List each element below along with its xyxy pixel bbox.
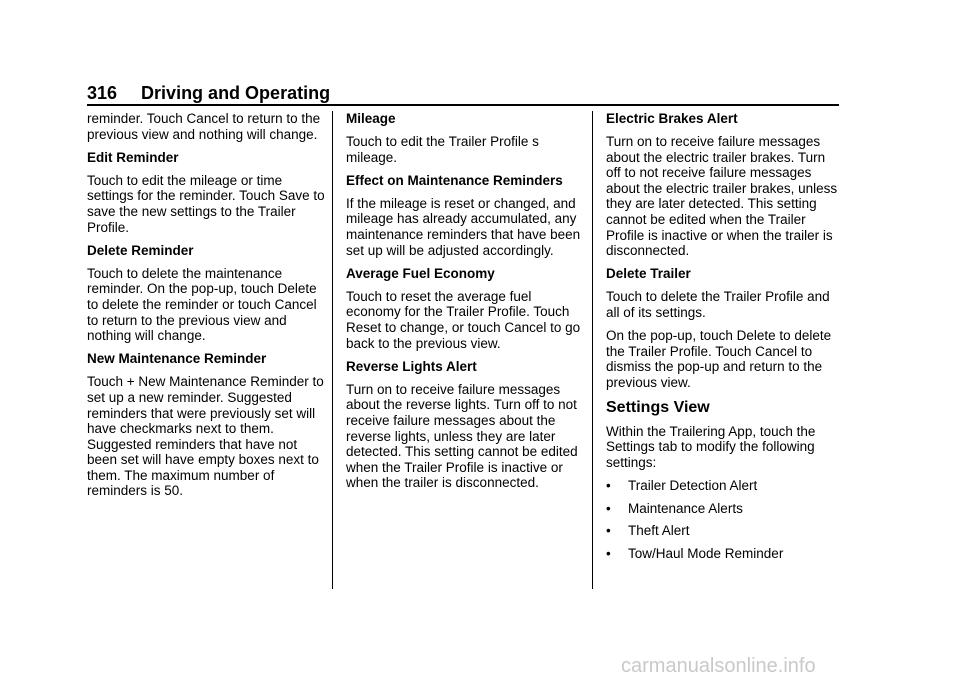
delete-reminder-text: Touch to delete the maintenance reminder. On the pop-up, touch Delete to delete the reminder or touch Cancel to return to the previous view and nothing will change. [87, 265, 317, 344]
electric-brakes-text: Turn on to receive failure messages about the electric trailer brakes. Turn off to not receive failure messages about the electric trailer brakes, unless they are later detected. This setting cannot be edited when the Trailer Profile is inactive or when the trailer is disconnected. [606, 134, 838, 259]
bullet-icon: • [606, 500, 611, 516]
page-header [87, 82, 330, 104]
list-item [606, 478, 842, 494]
column-1 [87, 111, 325, 507]
reverse-lights-heading: Reverse Lights Alert [346, 358, 477, 374]
column-divider-2 [592, 111, 593, 589]
bullet-icon: • [606, 546, 611, 562]
reverse-lights-text: Turn on to receive failure messages about the reverse lights. Turn off to not receive failure messages about the reverse lights, unless they are later detected. This setting cannot be edited when the Trailer Profile is inactive or when the trailer is disconnected. [346, 381, 578, 491]
fuel-economy-heading: Average Fuel Economy [346, 265, 495, 281]
fuel-economy-text: Touch to reset the average fuel economy for the Trailer Profile. Touch Reset to change, or touch Cancel to go back to the previous view. [346, 288, 581, 351]
mileage-text: Touch to edit the Trailer Profile s mileage. [346, 134, 539, 165]
effect-text: If the mileage is reset or changed, and mileage has already accumulated, any maintenance reminders that have been set up will be adjusted accordingly. [346, 195, 581, 258]
effect-heading: Effect on Maintenance Reminders [346, 172, 563, 188]
header-rule [87, 104, 839, 106]
list-item [606, 546, 842, 562]
settings-view-heading: Settings View [606, 398, 710, 416]
delete-trailer-heading: Delete Trailer [606, 266, 691, 282]
list-item-label: Trailer Detection Alert [628, 477, 758, 493]
new-reminder-heading: New Maintenance Reminder [87, 351, 267, 367]
list-item-label: Maintenance Alerts [628, 500, 743, 516]
bullet-icon: • [606, 477, 611, 493]
settings-list [606, 478, 842, 562]
mileage-heading: Mileage [346, 111, 396, 126]
electric-brakes-heading: Electric Brakes Alert [606, 111, 738, 126]
list-item-label: Tow/Haul Mode Reminder [628, 546, 784, 562]
delete-trailer-text-2: On the pop-up, touch Delete to delete the Trailer Profile. Touch Cancel to dismiss the pop-up and return to the previous view. [606, 328, 832, 390]
page-number: 316 [87, 83, 118, 103]
list-item [606, 501, 842, 517]
edit-reminder-text: Touch to edit the mileage or time settings for the reminder. Touch Save to save the new settings to the Trailer Profile. [87, 172, 325, 235]
section-title: Driving and Operating [141, 83, 331, 103]
column-2 [346, 111, 584, 498]
list-item [606, 523, 842, 539]
continued-paragraph: reminder. Touch Cancel to return to the previous view and nothing will change. [87, 111, 321, 142]
delete-reminder-heading: Delete Reminder [87, 242, 194, 258]
list-item-label: Theft Alert [628, 523, 690, 539]
bullet-icon: • [606, 523, 611, 539]
column-3 [606, 111, 842, 569]
watermark: carmanualsonline.info [621, 655, 816, 677]
new-reminder-text: Touch + New Maintenance Reminder to set up a new reminder. Suggested reminders that were previously set will have checkmarks next to them. Suggested reminders that have not been set will have empty boxes next to them. The maximum number of reminders is 50. [87, 374, 324, 499]
delete-trailer-text-1: Touch to delete the Trailer Profile and all of its settings. [606, 289, 830, 321]
column-divider-1 [332, 111, 333, 589]
settings-view-text: Within the Trailering App, touch the Settings tab to modify the following settings: [606, 423, 816, 470]
edit-reminder-heading: Edit Reminder [87, 149, 179, 165]
